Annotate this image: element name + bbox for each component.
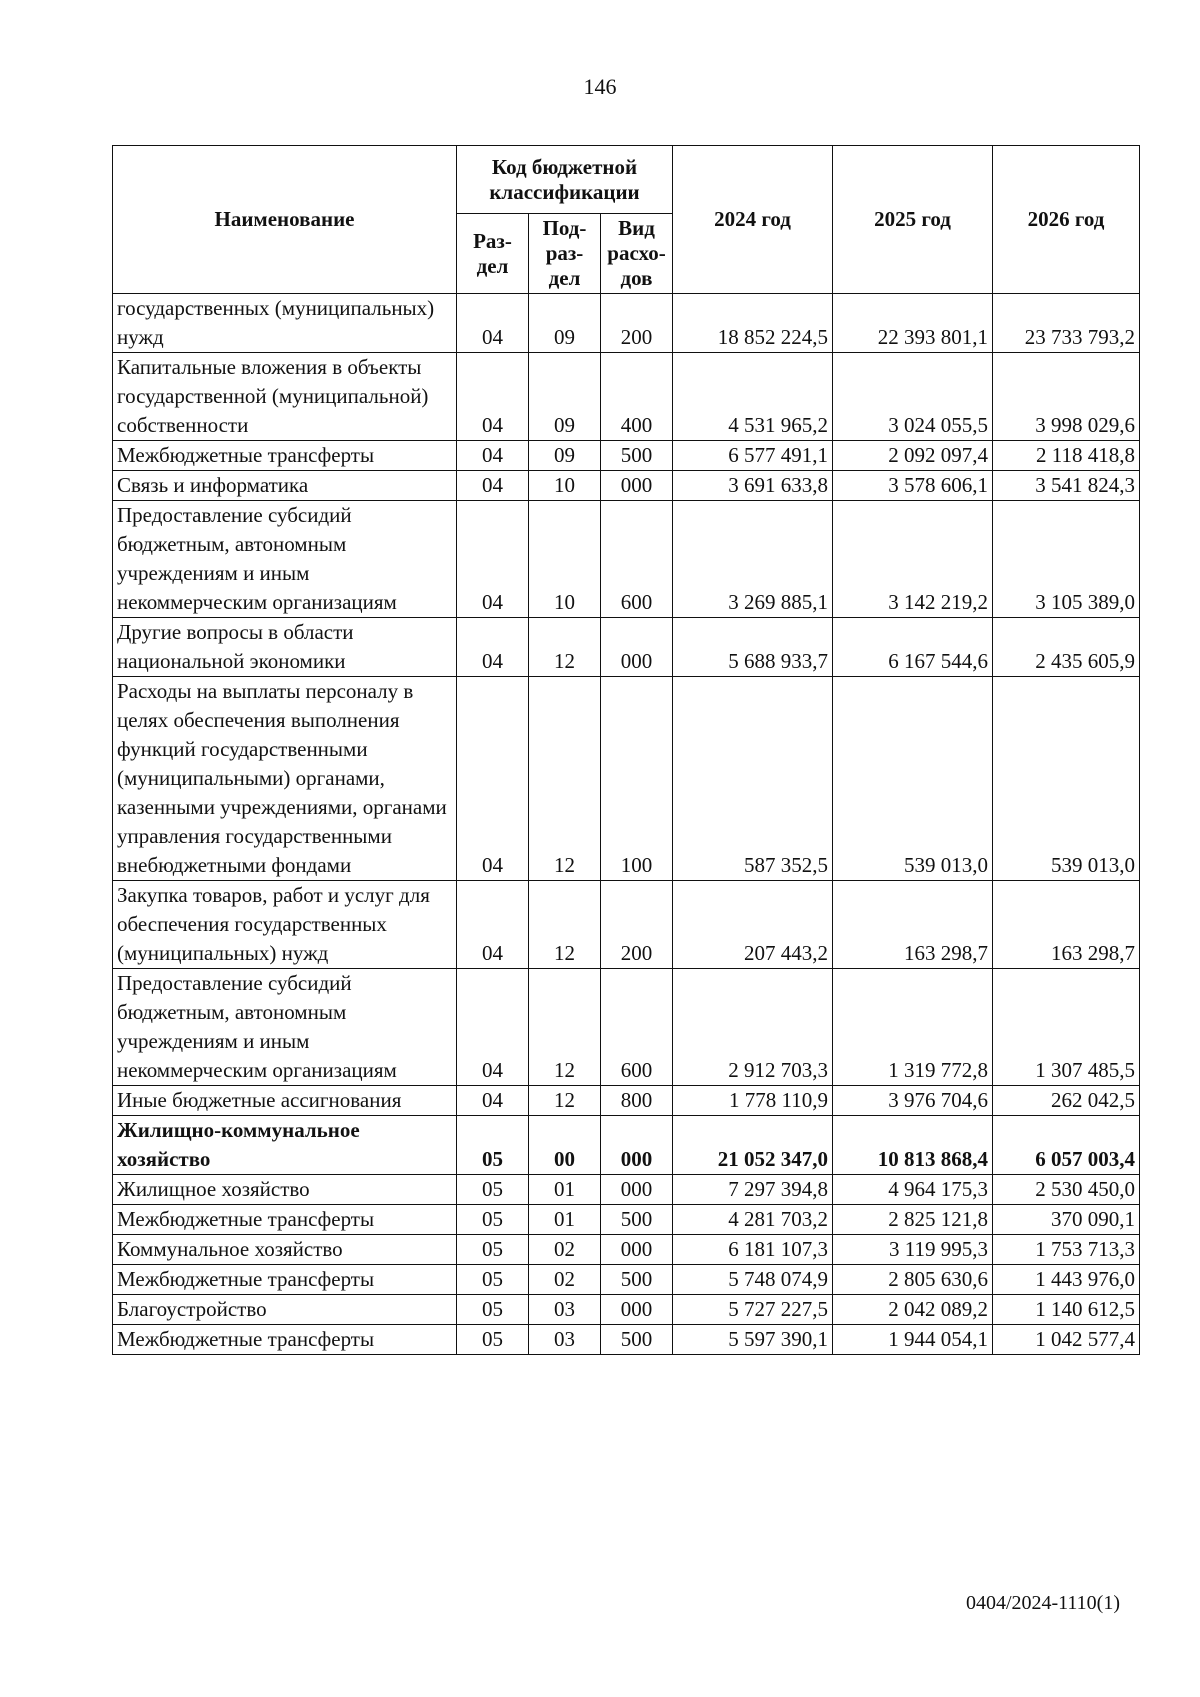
row-vid-rashodov: 000 xyxy=(601,618,673,677)
row-vid-rashodov: 500 xyxy=(601,1265,673,1295)
row-value-2025: 1 319 772,8 xyxy=(833,969,993,1086)
row-value-2024: 5 727 227,5 xyxy=(673,1295,833,1325)
row-value-2026: 2 435 605,9 xyxy=(993,618,1140,677)
table-row xyxy=(113,618,1140,677)
row-name: Межбюджетные трансферты xyxy=(113,441,457,471)
row-razdel: 04 xyxy=(457,1086,529,1116)
table-row xyxy=(113,1205,1140,1235)
row-value-2024: 5 748 074,9 xyxy=(673,1265,833,1295)
table-row xyxy=(113,294,1140,353)
header-year-2025: 2025 год xyxy=(833,146,993,294)
row-razdel: 05 xyxy=(457,1116,529,1175)
row-razdel: 04 xyxy=(457,294,529,353)
row-vid-rashodov: 800 xyxy=(601,1086,673,1116)
table-row xyxy=(113,1265,1140,1295)
table-row xyxy=(113,1325,1140,1355)
row-value-2025: 2 042 089,2 xyxy=(833,1295,993,1325)
row-value-2024: 5 597 390,1 xyxy=(673,1325,833,1355)
row-razdel: 05 xyxy=(457,1235,529,1265)
row-value-2024: 5 688 933,7 xyxy=(673,618,833,677)
row-value-2026: 370 090,1 xyxy=(993,1205,1140,1235)
row-name: Расходы на выплаты персоналу в целях обеспечения выполнения функций государственными (муниципальными) органами, казенными учреждениями, органами управления государственными внебюджетными фондами xyxy=(113,677,457,881)
row-name: Иные бюджетные ассигнования xyxy=(113,1086,457,1116)
row-podrazdel: 12 xyxy=(529,881,601,969)
row-value-2026: 262 042,5 xyxy=(993,1086,1140,1116)
row-value-2024: 4 281 703,2 xyxy=(673,1205,833,1235)
table-row xyxy=(113,1235,1140,1265)
row-vid-rashodov: 000 xyxy=(601,1175,673,1205)
table-row xyxy=(113,1086,1140,1116)
row-podrazdel: 00 xyxy=(529,1116,601,1175)
row-podrazdel: 10 xyxy=(529,471,601,501)
row-name: Предоставление субсидий бюджетным, автономным учреждениям и иным некоммерческим организациям xyxy=(113,969,457,1086)
row-value-2026: 3 541 824,3 xyxy=(993,471,1140,501)
row-value-2025: 3 119 995,3 xyxy=(833,1235,993,1265)
row-value-2024: 1 778 110,9 xyxy=(673,1086,833,1116)
row-vid-rashodov: 500 xyxy=(601,441,673,471)
row-value-2025: 2 825 121,8 xyxy=(833,1205,993,1235)
row-razdel: 04 xyxy=(457,501,529,618)
row-vid-rashodov: 000 xyxy=(601,471,673,501)
row-value-2026: 2 530 450,0 xyxy=(993,1175,1140,1205)
row-value-2024: 4 531 965,2 xyxy=(673,353,833,441)
row-podrazdel: 09 xyxy=(529,441,601,471)
row-razdel: 05 xyxy=(457,1325,529,1355)
row-podrazdel: 03 xyxy=(529,1325,601,1355)
row-podrazdel: 12 xyxy=(529,1086,601,1116)
row-razdel: 04 xyxy=(457,677,529,881)
row-name: Другие вопросы в области национальной экономики xyxy=(113,618,457,677)
row-vid-rashodov: 000 xyxy=(601,1295,673,1325)
row-name: государственных (муниципальных) нужд xyxy=(113,294,457,353)
row-value-2025: 539 013,0 xyxy=(833,677,993,881)
page-number: 146 xyxy=(583,74,617,99)
row-value-2025: 2 092 097,4 xyxy=(833,441,993,471)
row-vid-rashodov: 200 xyxy=(601,881,673,969)
row-name: Межбюджетные трансферты xyxy=(113,1265,457,1295)
row-name: Межбюджетные трансферты xyxy=(113,1325,457,1355)
row-podrazdel: 01 xyxy=(529,1175,601,1205)
row-name: Капитальные вложения в объекты государственной (муниципальной) собственности xyxy=(113,353,457,441)
header-vid-rashodov: Вид расхо-дов xyxy=(601,214,673,294)
row-razdel: 04 xyxy=(457,618,529,677)
row-value-2026: 1 753 713,3 xyxy=(993,1235,1140,1265)
row-value-2024: 3 691 633,8 xyxy=(673,471,833,501)
row-vid-rashodov: 500 xyxy=(601,1205,673,1235)
row-value-2025: 1 944 054,1 xyxy=(833,1325,993,1355)
row-name: Жилищно-коммунальное хозяйство xyxy=(113,1116,457,1175)
row-vid-rashodov: 600 xyxy=(601,501,673,618)
row-value-2024: 7 297 394,8 xyxy=(673,1175,833,1205)
row-podrazdel: 10 xyxy=(529,501,601,618)
row-value-2025: 10 813 868,4 xyxy=(833,1116,993,1175)
budget-table xyxy=(112,145,1140,1355)
row-vid-rashodov: 200 xyxy=(601,294,673,353)
row-razdel: 04 xyxy=(457,441,529,471)
row-value-2024: 6 181 107,3 xyxy=(673,1235,833,1265)
row-value-2025: 4 964 175,3 xyxy=(833,1175,993,1205)
row-razdel: 05 xyxy=(457,1265,529,1295)
row-vid-rashodov: 600 xyxy=(601,969,673,1086)
row-value-2025: 163 298,7 xyxy=(833,881,993,969)
row-name: Связь и информатика xyxy=(113,471,457,501)
row-value-2025: 3 024 055,5 xyxy=(833,353,993,441)
row-value-2024: 207 443,2 xyxy=(673,881,833,969)
table-row xyxy=(113,677,1140,881)
row-value-2024: 21 052 347,0 xyxy=(673,1116,833,1175)
row-name: Коммунальное хозяйство xyxy=(113,1235,457,1265)
row-value-2026: 1 042 577,4 xyxy=(993,1325,1140,1355)
table-row xyxy=(113,881,1140,969)
row-value-2025: 3 976 704,6 xyxy=(833,1086,993,1116)
row-podrazdel: 12 xyxy=(529,677,601,881)
table-row xyxy=(113,353,1140,441)
row-value-2025: 22 393 801,1 xyxy=(833,294,993,353)
row-value-2025: 6 167 544,6 xyxy=(833,618,993,677)
document-code: 0404/2024-1110(1) xyxy=(965,1592,1120,1614)
row-value-2026: 3 998 029,6 xyxy=(993,353,1140,441)
table-body xyxy=(113,294,1140,1355)
table-row xyxy=(113,969,1140,1086)
header-year-2024: 2024 год xyxy=(673,146,833,294)
row-value-2026: 1 443 976,0 xyxy=(993,1265,1140,1295)
table-row xyxy=(113,1175,1140,1205)
row-vid-rashodov: 000 xyxy=(601,1235,673,1265)
table-row xyxy=(113,501,1140,618)
header-name: Наименование xyxy=(113,146,457,294)
row-vid-rashodov: 000 xyxy=(601,1116,673,1175)
table-row xyxy=(113,471,1140,501)
row-podrazdel: 03 xyxy=(529,1295,601,1325)
header-year-2026: 2026 год xyxy=(993,146,1140,294)
row-razdel: 05 xyxy=(457,1175,529,1205)
row-podrazdel: 09 xyxy=(529,294,601,353)
row-razdel: 05 xyxy=(457,1205,529,1235)
row-name: Предоставление субсидий бюджетным, автономным учреждениям и иным некоммерческим организациям xyxy=(113,501,457,618)
row-value-2024: 18 852 224,5 xyxy=(673,294,833,353)
row-vid-rashodov: 500 xyxy=(601,1325,673,1355)
row-razdel: 04 xyxy=(457,881,529,969)
row-value-2026: 23 733 793,2 xyxy=(993,294,1140,353)
row-podrazdel: 09 xyxy=(529,353,601,441)
row-value-2025: 3 578 606,1 xyxy=(833,471,993,501)
row-value-2026: 1 307 485,5 xyxy=(993,969,1140,1086)
row-value-2024: 587 352,5 xyxy=(673,677,833,881)
row-value-2026: 539 013,0 xyxy=(993,677,1140,881)
row-value-2024: 2 912 703,3 xyxy=(673,969,833,1086)
header-code-group: Код бюджетной классификации xyxy=(457,146,673,214)
row-podrazdel: 02 xyxy=(529,1235,601,1265)
row-vid-rashodov: 100 xyxy=(601,677,673,881)
row-value-2026: 2 118 418,8 xyxy=(993,441,1140,471)
row-value-2024: 6 577 491,1 xyxy=(673,441,833,471)
row-podrazdel: 12 xyxy=(529,969,601,1086)
table-row xyxy=(113,1295,1140,1325)
row-name: Закупка товаров, работ и услуг для обеспечения государственных (муниципальных) нужд xyxy=(113,881,457,969)
row-name: Жилищное хозяйство xyxy=(113,1175,457,1205)
row-value-2026: 1 140 612,5 xyxy=(993,1295,1140,1325)
row-value-2026: 6 057 003,4 xyxy=(993,1116,1140,1175)
row-vid-rashodov: 400 xyxy=(601,353,673,441)
row-razdel: 04 xyxy=(457,471,529,501)
row-value-2025: 3 142 219,2 xyxy=(833,501,993,618)
row-value-2024: 3 269 885,1 xyxy=(673,501,833,618)
header-podrazdel: Под-раз-дел xyxy=(529,214,601,294)
row-value-2025: 2 805 630,6 xyxy=(833,1265,993,1295)
row-razdel: 04 xyxy=(457,353,529,441)
row-name: Межбюджетные трансферты xyxy=(113,1205,457,1235)
row-razdel: 04 xyxy=(457,969,529,1086)
row-podrazdel: 02 xyxy=(529,1265,601,1295)
row-value-2026: 163 298,7 xyxy=(993,881,1140,969)
row-podrazdel: 01 xyxy=(529,1205,601,1235)
table-row xyxy=(113,1116,1140,1175)
row-name: Благоустройство xyxy=(113,1295,457,1325)
table-row xyxy=(113,441,1140,471)
row-value-2026: 3 105 389,0 xyxy=(993,501,1140,618)
row-razdel: 05 xyxy=(457,1295,529,1325)
row-podrazdel: 12 xyxy=(529,618,601,677)
header-razdel: Раз-дел xyxy=(457,214,529,294)
